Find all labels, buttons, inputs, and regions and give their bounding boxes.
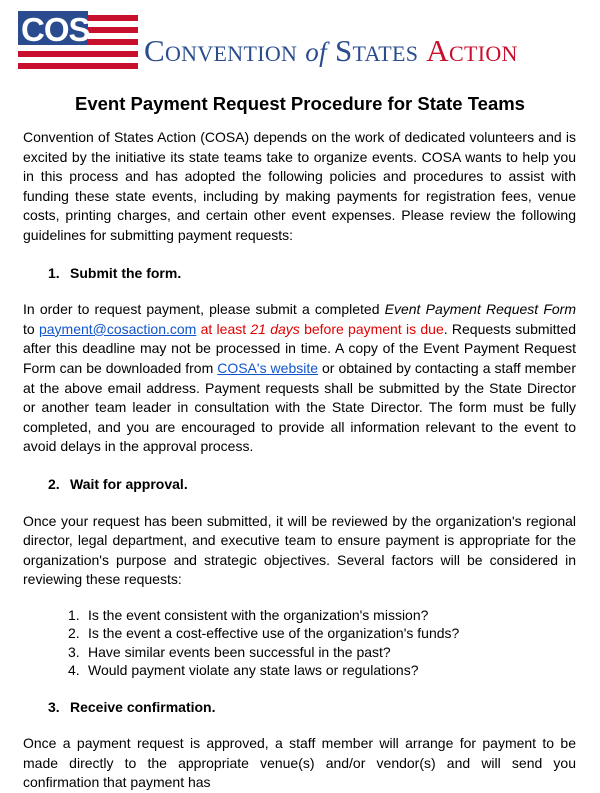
organization-name: Convention of States Action xyxy=(144,33,518,68)
list-item: 3. Have similar events been successful in the past? xyxy=(68,643,391,660)
logo-abbreviation: COS xyxy=(21,11,90,48)
deadline-notice: at least 21 days before payment is due xyxy=(196,320,444,337)
document-body xyxy=(23,128,576,793)
document-title: Event Payment Request Procedure for State Teams xyxy=(75,93,525,114)
section-heading-approval: 2. Wait for approval. xyxy=(48,475,188,492)
list-item: 4. Would payment violate any state laws or regulations? xyxy=(68,662,419,679)
form-name: Event Payment Request Form xyxy=(384,301,576,318)
payment-email-link[interactable]: payment@cosaction.com xyxy=(38,320,197,337)
cosa-website-link[interactable]: COSA's website xyxy=(217,359,319,376)
cos-flag-logo xyxy=(18,10,138,72)
submit-paragraph: In order to request payment, please submit a completed Event Payment Request Form to payment@cosaction.com at least 21 days before payment is due. Requests submitted after this deadline may not be processed in time. A copy of the Event Payment Request Form can be downloaded from COSA's website or obtained by contacting a staff member at the above email address. Payment requests shall be submitted by the State Director or another team leader in consultation with the State Director. The form must be fully completed, and you are encouraged to provide all information relevant to the event to avoid delays in the approval process. xyxy=(23,301,576,455)
review-criteria-list xyxy=(23,606,576,680)
approval-paragraph: Once your request has been submitted, it will be reviewed by the organization's regional director, legal department, and executive team to ensure payment is appropriate for the organization's purpose and strategic objectives. Several factors will be considered in reviewing these requests: xyxy=(23,512,576,588)
list-item: 2. Is the event a cost-effective use of the organization's funds? xyxy=(68,625,460,642)
section-heading-confirmation: 3. Receive confirmation. xyxy=(48,698,216,715)
list-item: 1. Is the event consistent with the organization's mission? xyxy=(68,606,429,623)
header xyxy=(18,10,588,72)
section-heading-submit: 1. Submit the form. xyxy=(48,264,182,281)
confirmation-paragraph: Once a payment request is approved, a staff member will arrange for payment to be made directly to the appropriate venue(s) and/or vendor(s) and will send you confirmation that payment has xyxy=(23,735,576,791)
intro-paragraph: Convention of States Action (COSA) depends on the work of dedicated volunteers and is excited by the initiative its state teams take to organize events. COSA wants to help you in this process and has adopted the following policies and procedures to assist with funding these state events, including by making payments for registration fees, venue costs, printing charges, and certain other event expenses. Please review the following guidelines for submitting payment requests: xyxy=(23,129,576,243)
